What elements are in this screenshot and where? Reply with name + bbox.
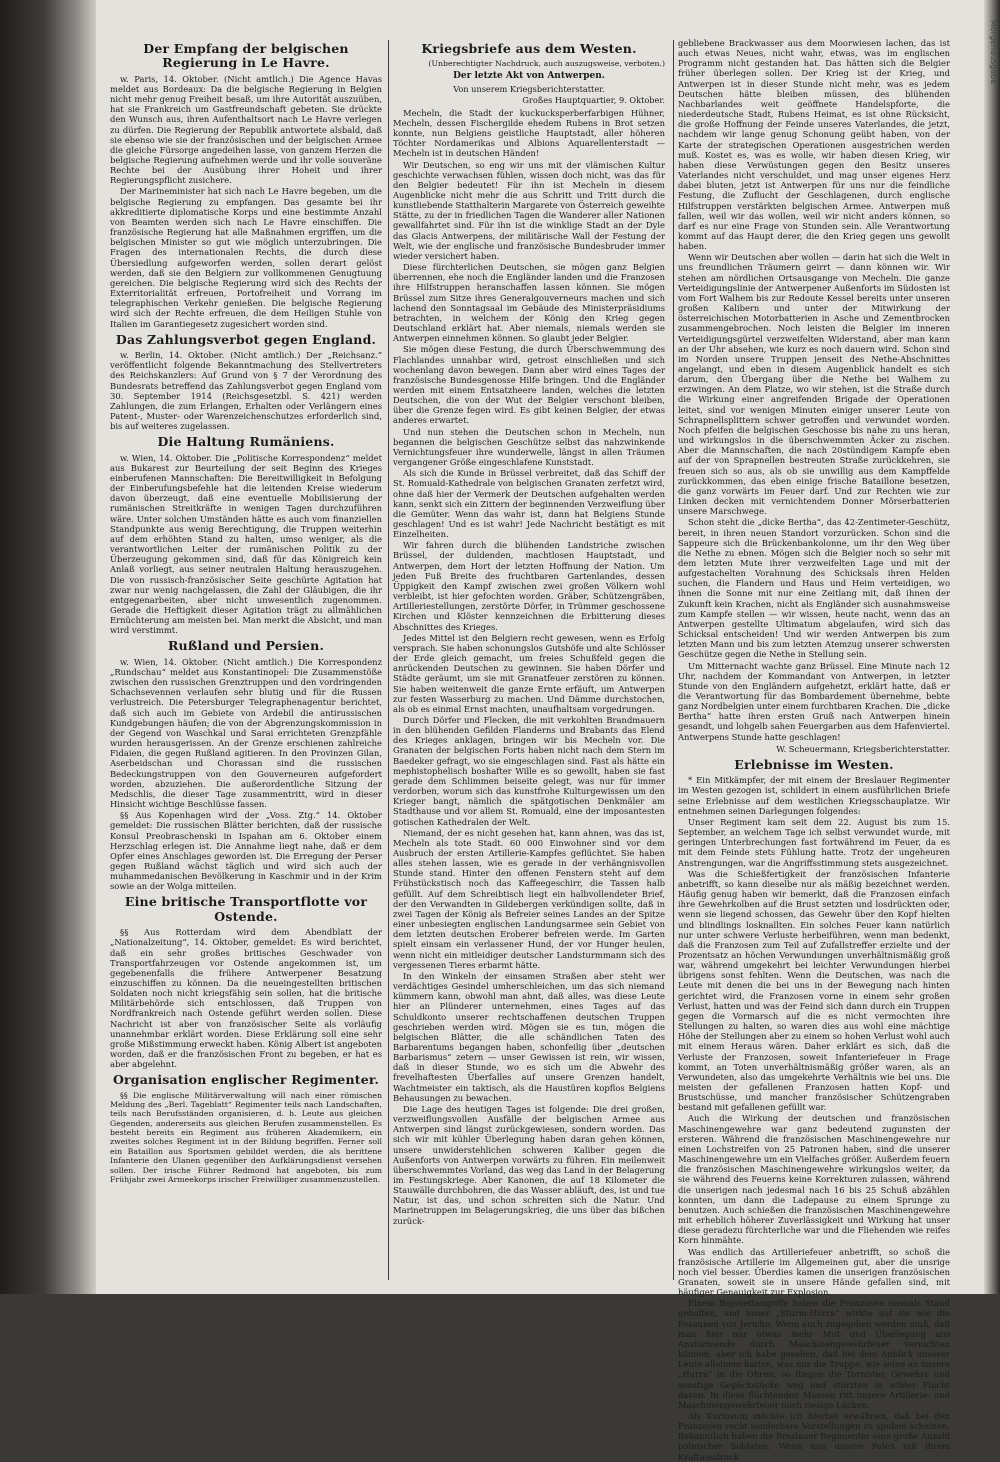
- article-paragraph: * Ein Mitkämpfer, der mit einem der Breslauer Regimenter im Westen gezogen ist, schildert in einem ausführlichen Briefe seine Erlebnisse auf dem westlichen Kriegsschauplatze. Wir entnehmen seinen Darlegungen folgendes:: [678, 775, 950, 816]
- page-edge: [984, 0, 1000, 1294]
- headline: Kriegsbriefe aus dem Westen.: [421, 41, 637, 56]
- subheadline: Der letzte Akt von Antwerpen.: [453, 70, 605, 81]
- article-paragraph: Sie mögen diese Festung, die durch Überschwemmung des Flachlandes unnahbar wird, getrost einschließen und sich wochenlang davon bewegen. Dann aber wird eines Tages der französische Bundesgenosse Hilfe bringen. Und die Engländer werden mit einem Entsatzheere landen, welches die letzten Deutschen, die von der Wut der Belgier verschont bleiben, über die Grenze fegen wird. Es gibt keinen Belgier, der etwas anderes erwartet.: [393, 344, 665, 426]
- book-binding: [0, 0, 96, 1294]
- headline: Eine britische Transportflotte vor Ostende.: [124, 894, 368, 924]
- article-paragraph: §§ Aus Kopenhagen wird der „Voss. Ztg.“ 14. Oktober gemeldet: Die russischen Blätter berichten, daß der russische Konsul Preobraschenski in Ispahan am 6. Oktober einem Herzschlag erlegen ist. Die Annahme liegt nahe, daß er dem Opfer eines Anschlages geworden ist. Die Erregung der Perser gegen Rußland wächst täglich und wird sich auch der muhammedanischen Bevölkerung in Kaschmir und in der Krim sowie an der Wolga mitteilen.: [110, 810, 382, 892]
- article-paragraph: Unser Regiment kam seit dem 22. August bis zum 15. September, an welchem Tage ich selbst verwundet wurde, mit geringen Unterbrechungen fast fortwährend im Feuer, da es mit dem Feinde stets Fühlung hatte. Trotz der ungeheuren Anstrengungen, war die Angriffsstimmung stets ausgezeichnet.: [678, 816, 950, 868]
- article-paragraph: §§ Aus Rotterdam wird dem Abendblatt der „Nationalzeitung“, 14. Oktober, gemeldet: Es wird berichtet, daß ein sehr großes britisches Geschwader von Transportfahrzeugen vor Ostende angekommen ist, um gegebenenfalls die frühere Antwerpener Besatzung einzuschiffen zu können. Da die neueingestellten britischen Soldaten noch nicht kriegsfähig sein sollen, hat die britische Militärbehörde sich entschlossen, daß Truppen von Nordfrankreich nach Ostende geführt werden sollen. Diese Nachricht ist aber von französischer Seite als vorläufig unannehmbar erklärt worden. Diese Erklärung soll eine sehr große Mißstimmung erweckt haben. König Albert ist angeboten worden, daß er die französischen Front zu begeben, er hat es aber abgelehnt.: [110, 927, 382, 1070]
- article-paragraph: Was die Schießfertigkeit der französischen Infanterie anbetrifft, so kann dieselbe nur als mäßig bezeichnet werden. Häufig genug haben wir bemerkt, daß die Franzosen einfach ihre Gewehrkolben auf die Brust setzten und losdrückten oder, wenn sie liegend schossen, das Gewehr über den Kopf hielten und blindlings losknallten. Ein solches Feuer kann natürlich nur unter schwere Verluste herbeiführen, wenn man bedenkt, daß die Franzosen zum Teil auf Zufallstreffer erzielte und der Prozentsatz an höchen Verwundungen unverhältnismäßig groß war, während umgekehrt bei leichter Verwundungen hierbei übrigens sonst fehlten. Wenn die Deutschen, was nach die Leute mit denen die bei uns in der Bewegung nach hinten gerichtet wird, die Franzosen vorne in einem sehr großen Verlust, hatten und was der Feind sich dann durch ein Truppen gegen die Vormarsch auf die es nicht vermochten ihre Stellungen zu halten, so waren dies aus wohl eine mächtige Höhe der Stellungen aber zu einem so hohen Verlust wohl auch mit einem Heraus wären. Daher erklärt es sich, daß die Verluste der Franzosen, soweit Infanteriefeuer in Frage kommt, an Toten unverhältnismäßig größer waren, als an Verwundeten, also das umgekehrte Verhältnis wie bei uns. Die meisten der gefallenen Franzosen hatten Kopf- und Brustschüsse, und mancher französischer Schützengraben bestand mit gefallenen gefüllt war.: [678, 868, 950, 1113]
- article-paragraph: §§ Die englische Militärverwaltung will nach einer römischen Meldung des „Berl. Tageblatt“ Regimenter teils nach Landschaften, teils nach Berufsständen organisieren, d. h. Leute aus gleichen Gegenden, andererseits aus gleichen Berufen zusammenstellen. Es besteht bereits ein Regiment aus früheren Akademikern, ein zweites solches Regiment ist in der Bildung begriffen. Ferner soll ein Bataillon aus Sportsmen gebildet werden, die als berittene Infanterie den Ulanen gegenüber den Aufklärungsdienst versehen sollen. Der irische Führer Redmond hat angeboten, bis zum Frühjahr zwei Armeekorps irischer Freiwilliger zusammenzustellen.: [110, 1090, 382, 1184]
- author-signature: W. Scheuermann, Kriegsberichterstatter.: [776, 743, 950, 754]
- article-paragraph: w. Berlin, 14. Oktober. (Nicht amtlich.) Der „Reichsanz.“ veröffentlicht folgende Bekanntmachung des Stellvertreters des Reichskanzlers: Auf Grund von § 7 der Verordnung des Bundesrats betreffend das Zahlungsverbot gegen England vom 30. September 1914 (Reichsgesetzbl. S. 421) werden Zahlungen, die zum Erlangen, Erhalten oder Verlängern eines Patent-, Muster- oder Warenzeichenschutzes erforderlich sind, bis auf weiteres zugelassen.: [110, 350, 382, 432]
- headline: Der Empfang der belgischen Regierung in Le Havre.: [143, 41, 349, 71]
- article-paragraph: Was endlich das Artilleriefeuer anbetrifft, so schoß die französische Artillerie im Allgemeinen gut, aber die unsrige noch viel besser. Überdies kamen die unserigen französischen Granaten, soweit sie in unsere Hände gefallen sind, mit häufiger Genauigkeit zur Explosion.: [678, 1246, 950, 1298]
- article-paragraph: Wir fahren durch die blühenden Landstriche zwischen Brüssel, der duldenden, machtlosen Hauptstadt, und Antwerpen, dem Hort der letzten Hoffnung der Nation. Um jeden Fuß Breite des fruchtbaren Gartenlandes, dessen Üppigkeit den Kampf zwischen zwei großen Völkern wohl verbleibt, ist hier gefochten worden. Gräber, Schützengräben, Artilleriestellungen, zerstörte Dörfer, in Trümmer geschossene Kirchen und Klöster kennzeichnen die Erbitterung dieses Abschnittes des Krieges.: [393, 540, 665, 632]
- column-2: [393, 38, 665, 1283]
- article-paragraph: Als Kuriosum möchte ich hierbei erwähnen, daß bei den Franzosen recht sonderbare Vorstellungen zu spuken scheinen. Bekanntlich haben die Breslauer Regimenter eine große Anzahl polnischer Soldaten. Wenn nun unsere Polen mit ihrem Kraftausdruck: [678, 1411, 950, 1462]
- article-paragraph: w. Wien, 14. Oktober. Die „Politische Korrespondenz“ meldet aus Bukarest zur Beurteilung der seit Beginn des Krieges einberufenen Mannschaften: Die Bereitwilligkeit in Befolgung der Einberufungsbefehle hat die leitenden Kreise wiederum davon überzeugt, daß eine eventuelle Mobilisierung der rumänischen Streitkräfte in wenigen Tagen durchzuführen wäre. Unter solchen Umständen hätte es auch vom finanziellen Standpunkte aus wenig Berechtigung, die Truppen weiterhin auf dem erhöhten Stand zu halten, umso weniger, als die verantwortlichen Leiter der rumänischen Politik zu der Überzeugung gekommen sind, daß für das Königreich kein Anlaß vorliegt, aus seiner neutralen Haltung herauszugehen. Die von russisch-französischer Seite geschürte Agitation hat zwar nur wenig nachgelassen, die Zahl der Gläubigen, die ihr entgegenarbeiten, aber nicht unwesentlich zugenommen. Gerade die Heftigkeit dieser Agitation trägt zu allmählichen Ernüchterung am meisten bei. Man merkt die Absicht, und man wird verstimmt.: [110, 452, 382, 636]
- article-paragraph: Jedes Mittel ist den Belgiern recht gewesen, wenn es Erfolg versprach. Sie haben schonungslos Gutshöfe und alte Schlösser der Erde gleich gemacht, um freies Schußfeld gegen die anrückenden Deutschen zu gewinnen. Sie haben Dörfer und Städte geräumt, um sie mit Granatfeuer zerstören zu können. Sie haben weitenweit die ganze Ernte erfäuft, um Antwerpen zur festen Wasserburg zu machen. Und Dämme durchstochen, als ob es einmal Ernst machten, unaufhaltsam vorgedrungen.: [393, 632, 665, 714]
- byline: Von unserem Kriegsberichterstatter.: [453, 83, 605, 94]
- article-paragraph: Auch die Wirkung der deutschen und französischen Maschinengewehre war ganz bedeutend zugunsten der ersteren. Während die französischen Maschinengewehre nur einen Lochstreifen von 25 Patronen haben, sind die unserer Maschinengewehre um ein Vielfaches größer. Außerdem feuern die französischen Maschinengewehre wirkungslos weiter, da sie während des Feuerns keine Korrekturen zulassen, während die unserigen nach jedesmal nach 16 bis 25 Schuß abzählen konnten, um dann die Ladepause zu einem Sprunge zu benutzen. Auch schießen die französischen Maschinengewehre mit erheblich höherer Zuverlässigkeit und Wirkung hat unser diese geradezu fürchterliche war und die Fliehenden wie reifes Korn hinmähte.: [678, 1113, 950, 1246]
- article-paragraph: In den Winkeln der einsamen Straßen aber steht wer verdächtiges Gesindel umherschleichen, um das sich niemand kümmern kann, obwohl man ahnt, daß alles, was diese Leute hier an Plünderer unternehmen, eines Tages auf das Schuldkonto unserer rechtschaffenen deutschen Truppen geschrieben werden wird. Mögen sie es tun, mögen die belgischen Blätter, die alle schändlichen Taten des Barbarentums begangen haben, schonfeilig über „deutschen Barbarismus“ zetern — unser Gewissen ist rein, wir wissen, daß in dieser Stunde, wo es sich um die Abwehr des frevelhaftesten Überfalles auf unsere Grenzen handelt, Wachtmeister ein taktisch, als die Haustüren kopflos Belgiens Behausungen zu bewachen.: [393, 970, 665, 1103]
- headline: Rußland und Persien.: [167, 638, 325, 654]
- article-paragraph: Niemand, der es nicht gesehen hat, kann ahnen, was das ist, Mecheln als tote Stadt. 60 000 Einwohner sind vor dem Ausbruch der ersten Artillerie-Kampfes geflüchtet. Sie haben alles stehen lassen, wie es gerade in der verhängnisvollen Stunde stand. Hinter den offenen Fenstern steht auf dem Frühstückstisch noch das Kaffeegeschirr, die Tassen halb gefüllt. Auf dem Schreibtisch liegt ein halbvollendeter Brief, der den Verwandten in Gildebergen verkündigen sollte, daß in zwei Tagen der König als Befreier seines Landes an der Spitze einer unbesiegten englischen Landungsarmee sein Gebiet von dem letzten deutschen Eroberer befreien werde. Im Garten spielt einsam ein verlassener Hund, der vor Hunger heulen, wenn nicht ein mitleidiger deutscher Landsturmmann sich des vergessenen Tieres erbarmt hätte.: [393, 827, 665, 970]
- article-paragraph: Mecheln, die Stadt der kuckucksperberfarbigen Hühner, Mecheln, dessen Fischergilde ehedem Rubens in Brot setzen konnte, nun Belgiens geistliche Hauptstadt, aller höheren Töchter Nordamerikas und Albions Aquarellenterstadt — Mecheln ist in deutschen Händen!: [393, 107, 665, 159]
- dateline: Großes Hauptquartier, 9. Oktober.: [522, 94, 665, 105]
- column-3: [678, 38, 950, 1462]
- article-paragraph: Um Mitternacht wachte ganz Brüssel. Eine Minute nach 12 Uhr, nachdem der Kommandant von Antwerpen, in letzter Stunde von den Engländern aufgehetzt, erklärt hatte, daß er die Verantwortung für das Bombardement übernehme, bebte ganz Nordbelgien unter einem furchtbaren Krachen. Die „dicke Bertha“ hatte ihren ersten Gruß nach Antwerpen hinein gesandt, und lohgelb sahen Feuergarben aus dem Hafenviertel. Antwerpens Stunde hatte geschlagen!: [678, 660, 950, 742]
- article-paragraph: Durch Dörfer und Flecken, die mit verkohlten Brandmauern in den blühenden Gefilden Flanderns und Brabants das Elend des Krieges anklagen, bringen wir bis Mecheln vor. Die Granaten der belgischen Forts haben nicht nach dem Stern im Baedeker gefragt, wo sie eingeschlagen sind. Fast als hätte ein mephistophelisch boshafter Wille es so gewollt, haben sie fast gerade dem Schlimmen beiseite gelegt, was nur für immer verdorben, worum sich das kunstfrohe Kulturgewissen um den Krieger bangt, nämlich die spätgotischen Denkmäler am Stadthause und vor allem St. Romuald, eine der imposantesten gotischen Kathedralen der Welt.: [393, 714, 665, 827]
- article-paragraph: gebliebene Brackwasser aus dem Moorwiesen lachen, das ist auch etwas Neues, nicht wahr, etwas, was im englischen Programm nicht gestanden hat. Das hätten sich die Belgier früher überlegen sollen. Der Krieg ist der Krieg, und Antwerpen ist in dieser Stunde nicht mehr, was es jedem Deutschen hätte bleiben müssen, des blühenden Nachbarlandes weit geöffnete Handelspforte, die niederdeutsche Stadt, Rubens Heimat, es ist ohne Rücksicht, die große Hoffnung der Feinde unseres Vaterlandes, die jetzt, nachdem wir lange genug Schonung geübt haben, von der Karte der strategischen Operationen ausgestrichen werden muß. Kostet es, was es wolle, wir haben diesen Krieg, wir haben diese Verwüstungen gegen den Besitz unseres Vaterlandes nicht verschuldet, und mag unser eigenes Herz dabei bluten, jetzt ist Antwerpen für uns nur die feindliche Festung, die Zuflucht der Geschlagenen, durch englische Hilfstruppen verstärkten belgischen Armee. Antwerpen muß fallen, weil wir das wollen, weil wir nicht anders können, so darf es nur eine Frage von Stunden sein. Alle Verantwortung kommt auf das Haupt derer, die den Krieg gegen uns gewollt haben.: [678, 38, 950, 252]
- article-paragraph: Die Lage des heutigen Tages ist folgende: Die drei großen, verzweiflungsvollen Ausfälle der belgischen Armee aus Antwerpen sind längst zurückgewiesen, sondern worden. Das sich wir mit kühler Überlegung haben daran gehen können, unsere unwiderstehlichen schweren Kaliber gegen die Außenforts von Antwerpen vorwärts zu führen. Ein meilenweit überschwemmtes Vorland, das weg das Land in der Belagerung im Festungskriege. Aber Kanonen, die auf 18 Kilometer die Stauwälle durchbohren, die das Wasser abläuft, des, ist und tue Natur, ist das, und schon schreiten sich die Natur. Und Marinetruppen im Belagerungskrieg, die uns über das bißchen zurück-: [393, 1103, 665, 1226]
- column-rule: [673, 40, 674, 1280]
- article-paragraph: Diese fürchterlichen Deutschen, sie mögen ganz Belgien überrennen, ehe noch die Engländer landen und die Franzosen ihre Hilfstruppen heranschaffen lassen können. Sie mögen Brüssel zum Sitze ihres Generalgouverneurs machen und sich lachend den Sonntagsaal im Gebäude des Ministerpräsidiums betrachten, in welchem der König den Krieg gegen Deutschland erklärt hat. Aber niemals, niemals werden sie Antwerpen einnehmen können. So glaubt jeder Belgier.: [393, 262, 665, 344]
- headline: Das Zahlungsverbot gegen England.: [115, 331, 377, 347]
- article-paragraph: Und nun stehen die Deutschen schon in Mecheln, nun begannen die belgischen Geschütze selbst das nahzwinkende Vernichtungsfeuer ihre wunderwelle, längst in allen Träumen vergangener Größe eingeschlafene Kunststadt.: [393, 426, 665, 468]
- article-paragraph: w. Wien, 14. Oktober. (Nicht amtlich.) Die Korrespondenz „Rundschau“ meldet aus Konstantinopel: Die Zusammenstöße zwischen den russischen Grenztruppen und den vordringenden Schachsevennen verlaufen sehr blutig und für die Russen verlustreich. Die Petersburger Telegraphenagentur berichtet, daß sich auch im Gebiete von Ardebil die antirussischen Kundgebungen häufen; die von der Abgrenzungskommission in der Gegend von Waschkal und Sarai errichteten Grenzpfähle wurden herausgerissen. An der Grenze erschienen zahlreiche Fidaien, die gegen Rußland agitieren. In den Provinzen Gilan, Aserbeidschan und Chorassan sind die russischen Bedeckungstruppen von den Gouverneuren aufgefordert worden, abzuziehen. Die außerordentliche Sitzung der Medschlis, die dieser Tage zusammentritt, wird in dieser Hinsicht wichtige Beschlüsse fassen.: [110, 656, 382, 810]
- article-paragraph: w. Paris, 14. Oktober. (Nicht amtlich.) Die Agence Havas meldet aus Bordeaux: Da die belgische Regierung in Belgien nicht mehr genug Freiheit besaß, um ihre Autorität auszuüben, hat sie Frankreich um Gastfreundschaft gebeten. Sie drückte den Wunsch aus, ihren Aufenthaltsort nach Le Havre verlegen zu dürfen. Die Regierung der Republik antwortete alsbald, daß sie ebenso wie sie der französischen und der belgischen Armee die gleiche Fürsorge angedeihen lasse, von ganzem Herzen die belgische Regierung aufnehmen werde und ihr volle souveräne Rechte bei der Ausübung ihrer Hoheit und ihrer Regierungspflicht zusichere.: [110, 73, 382, 186]
- column-1: [110, 38, 382, 1283]
- article-paragraph: Wenn wir Deutschen aber wollen — darin hat sich die Welt in uns freundlichen Träumern geirrt — dann können wir. Wir stehen am nördlichen Ortsausgange von Mecheln. Die ganze Verteidigungslinie der Antwerpener Außenforts im Südosten ist vom Fort Walhem bis zur Redoute Kessel bereits unter unseren großen Kalibern und unter der Mitwirkung der österreichischen Motorbatterien in Asche und Zementbrocken zusammengebrochen. Noch leisten die Belgier im inneren Verteidigungsgürtel verzweifelten Widerstand, aber man kann an der Uhr absehen, wie kurz es noch dauern wird. Schon sind im Norden unsere Truppen jenseit des Nethe-Abschnittes angelangt, und eben in diesem Augenblick handelt es sich darum, den Übergang über die Nethe bei Walhem zu erzwingen. An dem Platze, wo wir stehen, ist die Straße durch die Wirkung einer angreifenden Brigade der Operationen leitet, sind vor wenigen Minuten einiger unserer Leute von Schrapnellsplittern schwer getroffen und verwundet worden. Noch pfeifen die belgischen Geschosse bis nahe zu uns heran, und wirkungslos in die überschwemmten Äcker zu zischen. Aber die Mannschaften, die nach 20stündigem Kampfe eben auf der von Sprapnellen bestreuten Straße zurückkehren, sie freuen sich so aus, als ob sie unwillig aus dem Kampffelde zurückkommen, das eben einige frische Bataillone besetzen, die ganz vorwärts im Feuer darf. Und zur Rechten wie zur Linken decken mit vernichtendem Donner Mörserbatterien unsere Marschwege.: [678, 252, 950, 517]
- article-paragraph: Als sich die Kunde in Brüssel verbreitet, daß das Schiff der St. Romuald-Kathedrale von belgischen Granaten zerfetzt wird, ohne daß hier der Vermerk der Deutschen aufgehalten werden kann, senkt sich ein Zittern der beginnenden Verzweiflung über die Gemüter. Wenn das wahr ist, dann hat Belgiens Stunde geschlagen! Und es ist wahr! Jede Nachricht bestätigt es mit Einzelheiten.: [393, 468, 666, 540]
- column-rule: [388, 40, 389, 1280]
- article-paragraph: Schon steht die „dicke Bertha“, das 42-Zentimeter-Geschütz, bereit, in ihren neuen Standort vorzurücken. Schon sind die Sappeure sich die Brückenbankolonne, um ihr den Weg über die Nethe zu ebnen. Mögen sich die Belgier noch so sehr mit dem letzten Mute ihrer verzweifelten Lage und mit der aufgestachelten Vorahnung des Schicksals ihren Helden suchen, die Flandern und Haus und Heim verteidigen, wo ihnen die Sonne mit nur eine Zeitlang mit, daß ihnen der Zukunft kein Krachen, nicht als Engländer sich ausnahmsweise zum Kampfe stellen — wir wissen, heute nacht, wenn das an Antwerpen gestellte Ultimatum abgelaufen, wird sich das Schicksal entscheiden! Und wir werden Antwerpen bis zum letzten Mann und bis zum letzten Atemzug unserer schwersten Geschütze gegen die Nethe in Stellung sein.: [678, 517, 950, 660]
- article-paragraph: Wir Deutschen, so eng wir uns mit der vlämischen Kultur geschichte verwachsen fühlen, wissen doch nicht, was das für den Belgier bedeutet! Für ihn ist Mecheln in diesem Augenblicke nicht mehr die aus Schritt und Tritt durch die kunstliebende Statthalterin Margarete von Österreich geweihte Stätte, zu der in friedlichen Tagen die Wanderer aller Nationen gewallfahrtet sind. Für ihn ist die winklige Stadt an der Dyle das Glacis Antwerpens, der militärische Wall der Festung der Welt, wie der englische und französische Bundesbruder immer wieder versichert haben.: [393, 159, 665, 261]
- headline: Erlebnisse im Westen.: [734, 756, 894, 772]
- article-paragraph: Einem Bajonettangriffe haben die Franzosen niemals Stand gehalten, und unser „Sturm-Hurra“ wirkte auf sie wie die Posaunen von Jericho. Wenn auch zugegeben werden muß, daß man hier nur etwas mehr Mut und Überlegung ans Anstürmende durch Maschinengewehrfeuer vernichten können, aber ich habe gesehen, daß bei dem Anblick unserer Leute alleinem hatten, was nur die Truppe, wie seine an unsere „Hurra“ in die Ohren, so fliegen die Tornister, Gewehre und sonstige Gepäckstücke weg und stürzten in wilder Flucht davon. In diese flüchtenden Massen ritt unsere Artillerie- und Maschinengewehrfeuer noch riesige Lücken.: [678, 1298, 950, 1410]
- headline: Die Haltung Rumäniens.: [157, 434, 335, 450]
- headline: Organisation englischer Regimenter.: [112, 1072, 380, 1088]
- article-paragraph: Der Marineminister hat sich nach Le Havre begeben, um die belgische Regierung zu empfangen. Das gesamte bei ihr akkreditierte diplomatische Korps und eine bestimmte Anzahl von Beamten werden sich nach Le Havre einschiffen. Die französische Regierung hat alle Maßnahmen ergriffen, um die belgischen Minister so gut wie möglich unterzubringen. Die Fragen des internationalen Rechts, die durch diese Übersiedlung aufgeworfen werden, sollen derart gelöst werden, daß sie den Belgiern zur vollkommenen Genugtuung gereichen. Die belgische Regierung wird sich des Rechts der Exterritorialität erfreuen, Portofreiheit und Vorrang im telegraphischen Verkehr genießen. Die belgische Regierung wird sich der Rechte erfreuen, die dem Heiligen Stuhle von Italien im Garantiegesetz zugesichert worden sind.: [110, 186, 382, 329]
- reprint-note: (Unberechtigter Nachdruck, auch auszugsweise, verboten.): [428, 59, 665, 69]
- edge-text: Morgenausgabe: [989, 20, 998, 85]
